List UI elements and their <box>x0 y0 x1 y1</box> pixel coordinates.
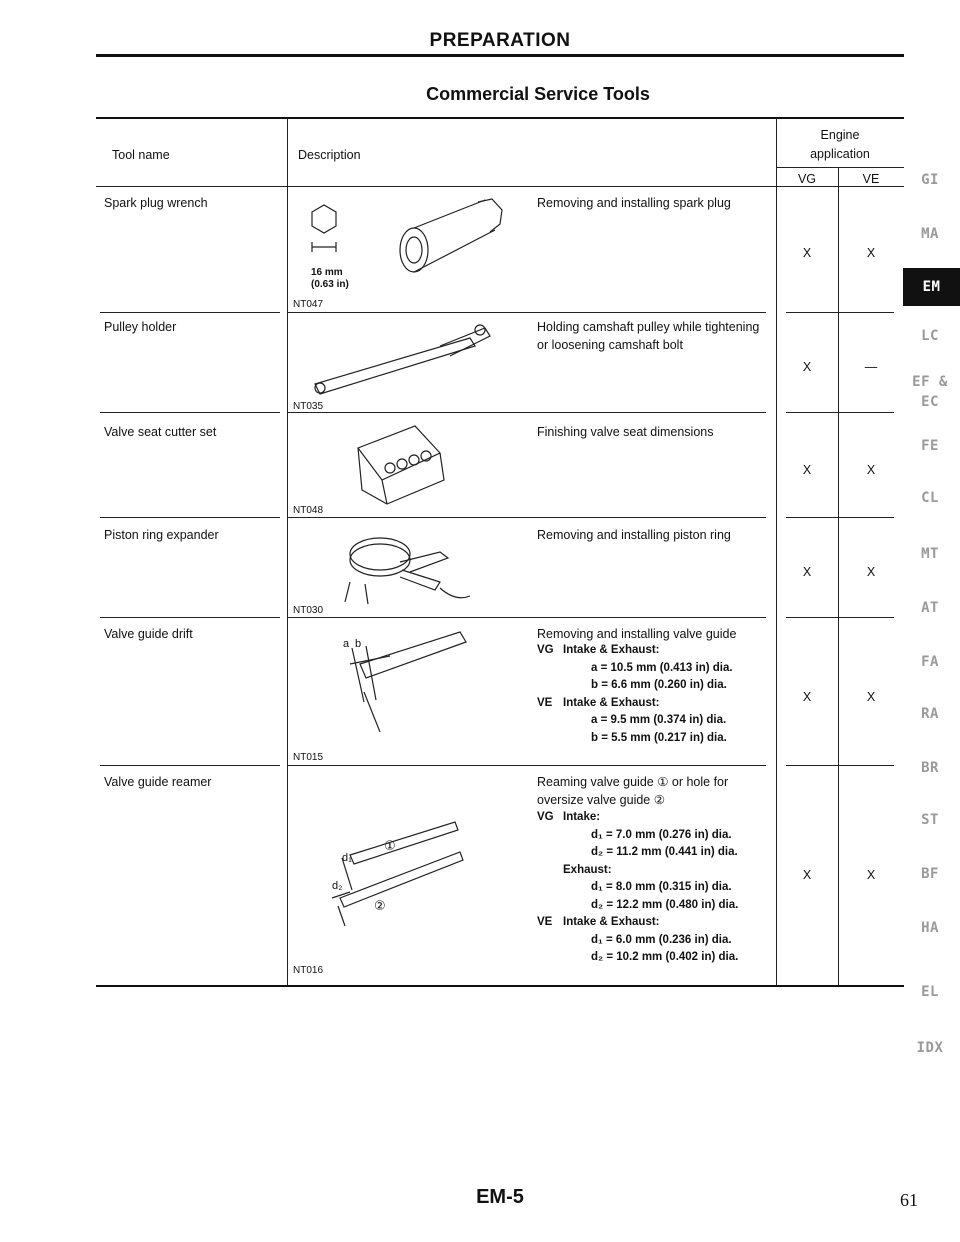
sidebar-tab-idx[interactable]: IDX <box>916 1040 944 1056</box>
spec-value: Exhaust: <box>563 863 612 876</box>
spec-line <box>537 914 738 932</box>
spec-value: b = 5.5 mm (0.217 in) dia. <box>591 731 727 744</box>
spec-engine: VG <box>537 811 554 823</box>
spec-engine: VG <box>537 644 554 656</box>
sidebar-tab-ec[interactable]: EC <box>921 394 939 410</box>
tool-description: Removing and installing valve guide <box>537 627 737 641</box>
spec-value: d₁ = 6.0 mm (0.236 in) dia. <box>591 933 732 946</box>
page-title: PREPARATION <box>429 30 571 51</box>
spec-line <box>537 949 738 967</box>
piston-ring-expander-illustration <box>290 522 520 607</box>
spec-line <box>537 827 738 845</box>
spec-line <box>537 677 733 695</box>
ve-application: — <box>864 360 878 374</box>
vg-application: X <box>802 868 812 882</box>
page-number: 61 <box>900 1190 918 1210</box>
fig-label-b: b <box>355 638 362 650</box>
spec-list <box>537 809 738 967</box>
sidebar-tab-st[interactable]: ST <box>921 812 939 828</box>
page-code: EM-5 <box>476 1186 524 1208</box>
spec-list <box>537 642 733 747</box>
tool-description: Reaming valve guide ① or hole for oversize valve guide ② <box>537 775 729 807</box>
figure-code: NT015 <box>293 752 324 763</box>
spec-line <box>537 809 738 827</box>
spec-line <box>537 862 738 880</box>
figure-code: NT035 <box>293 401 324 412</box>
valve-guide-reamer-illustration <box>290 810 520 940</box>
ve-application: X <box>866 868 876 882</box>
vg-application: X <box>802 463 812 477</box>
tool-name: Spark plug wrench <box>104 196 208 210</box>
sidebar-tab-ha[interactable]: HA <box>921 920 939 936</box>
tool-name: Valve guide drift <box>104 627 193 641</box>
sidebar-tab-ma[interactable]: MA <box>921 226 939 242</box>
spec-engine: VE <box>537 916 553 928</box>
col-header-ve: VE <box>862 172 880 186</box>
tool-description: Removing and installing spark plug <box>537 196 731 210</box>
spec-engine: VE <box>537 696 553 709</box>
spec-value: d₁ = 7.0 mm (0.276 in) dia. <box>591 828 732 841</box>
sidebar-tab-gi[interactable]: GI <box>921 172 939 188</box>
spec-line <box>537 730 733 748</box>
sidebar-tab-fe[interactable]: FE <box>921 438 939 454</box>
spec-value: Intake & Exhaust: <box>563 644 660 656</box>
tool-description: Finishing valve seat dimensions <box>537 425 714 439</box>
figure-code: NT048 <box>293 505 324 516</box>
ve-application: X <box>866 690 876 704</box>
sidebar-tab-ra[interactable]: RA <box>921 706 939 722</box>
valve-seat-cutter-set-illustration <box>290 418 520 510</box>
spec-value: Intake & Exhaust: <box>563 916 660 928</box>
spec-value: Intake: <box>563 811 601 823</box>
spec-value: d₂ = 11.2 mm (0.441 in) dia. <box>591 846 738 858</box>
section-title: Commercial Service Tools <box>426 84 650 104</box>
vg-application: X <box>802 360 812 374</box>
valve-guide-drift-illustration <box>290 622 520 752</box>
spec-value: d₂ = 12.2 mm (0.480 in) dia. <box>591 898 739 911</box>
sidebar-tab-mt[interactable]: MT <box>921 546 939 562</box>
spec-line <box>537 695 733 713</box>
col-header-engine-application: Engine application <box>810 128 870 161</box>
sidebar-tab-em[interactable]: EM <box>903 268 960 306</box>
col-header-tool-name: Tool name <box>112 148 170 162</box>
spec-line <box>537 660 733 678</box>
fig-label-a: a <box>343 638 350 650</box>
spec-line <box>537 642 733 660</box>
fig-label-d1: d₁ <box>342 852 352 864</box>
sidebar-tab-br[interactable]: BR <box>921 760 939 776</box>
sidebar-tab-el[interactable]: EL <box>921 984 939 1000</box>
fig-dimension-mm: 16 mm <box>311 267 343 278</box>
col-header-vg: VG <box>797 172 817 186</box>
spec-line <box>537 879 738 897</box>
sidebar-tab-at[interactable]: AT <box>921 600 939 616</box>
pulley-holder-illustration <box>290 316 520 401</box>
figure-code: NT030 <box>293 605 324 616</box>
tool-name: Piston ring expander <box>104 528 219 542</box>
fig-callout-1: ① <box>384 838 396 853</box>
spec-value: a = 9.5 mm (0.374 in) dia. <box>591 714 727 726</box>
spec-value: b = 6.6 mm (0.260 in) dia. <box>591 679 727 691</box>
fig-label-d2: d₂ <box>332 880 343 892</box>
figure-code: NT016 <box>293 965 324 976</box>
tool-description: Removing and installing piston ring <box>537 528 731 542</box>
spec-line <box>537 844 738 862</box>
ve-application: X <box>866 565 876 579</box>
fig-callout-2: ② <box>374 898 386 913</box>
tool-name: Valve seat cutter set <box>104 425 217 439</box>
sidebar-tab-cl[interactable]: CL <box>921 490 939 506</box>
vg-application: X <box>802 690 812 704</box>
spec-value: a = 10.5 mm (0.413 in) dia. <box>591 661 733 674</box>
vg-application: X <box>802 565 812 579</box>
ve-application: X <box>866 246 876 260</box>
tool-description: Holding camshaft pulley while tightening or loosening camshaft bolt <box>537 320 760 352</box>
spec-line <box>537 897 738 915</box>
spec-value: Intake & Exhaust: <box>563 696 660 709</box>
title-rule <box>96 54 904 57</box>
sidebar-tab-bf[interactable]: BF <box>921 866 939 882</box>
spec-line <box>537 712 733 730</box>
vg-application: X <box>802 246 812 260</box>
figure-code: NT047 <box>293 299 324 310</box>
sidebar-tab-ef[interactable]: EF & <box>912 374 948 390</box>
sidebar-tab-fa[interactable]: FA <box>921 654 939 670</box>
spec-value: d₂ = 10.2 mm (0.402 in) dia. <box>591 951 739 963</box>
ve-application: X <box>866 463 876 477</box>
spec-value: d₁ = 8.0 mm (0.315 in) dia. <box>591 881 732 893</box>
spec-line <box>537 932 738 950</box>
fig-dimension-in: (0.63 in) <box>311 279 349 290</box>
col-header-description: Description <box>298 148 361 162</box>
sidebar-tab-lc[interactable]: LC <box>921 328 939 344</box>
tool-name: Valve guide reamer <box>104 775 212 789</box>
tool-name: Pulley holder <box>104 320 177 334</box>
